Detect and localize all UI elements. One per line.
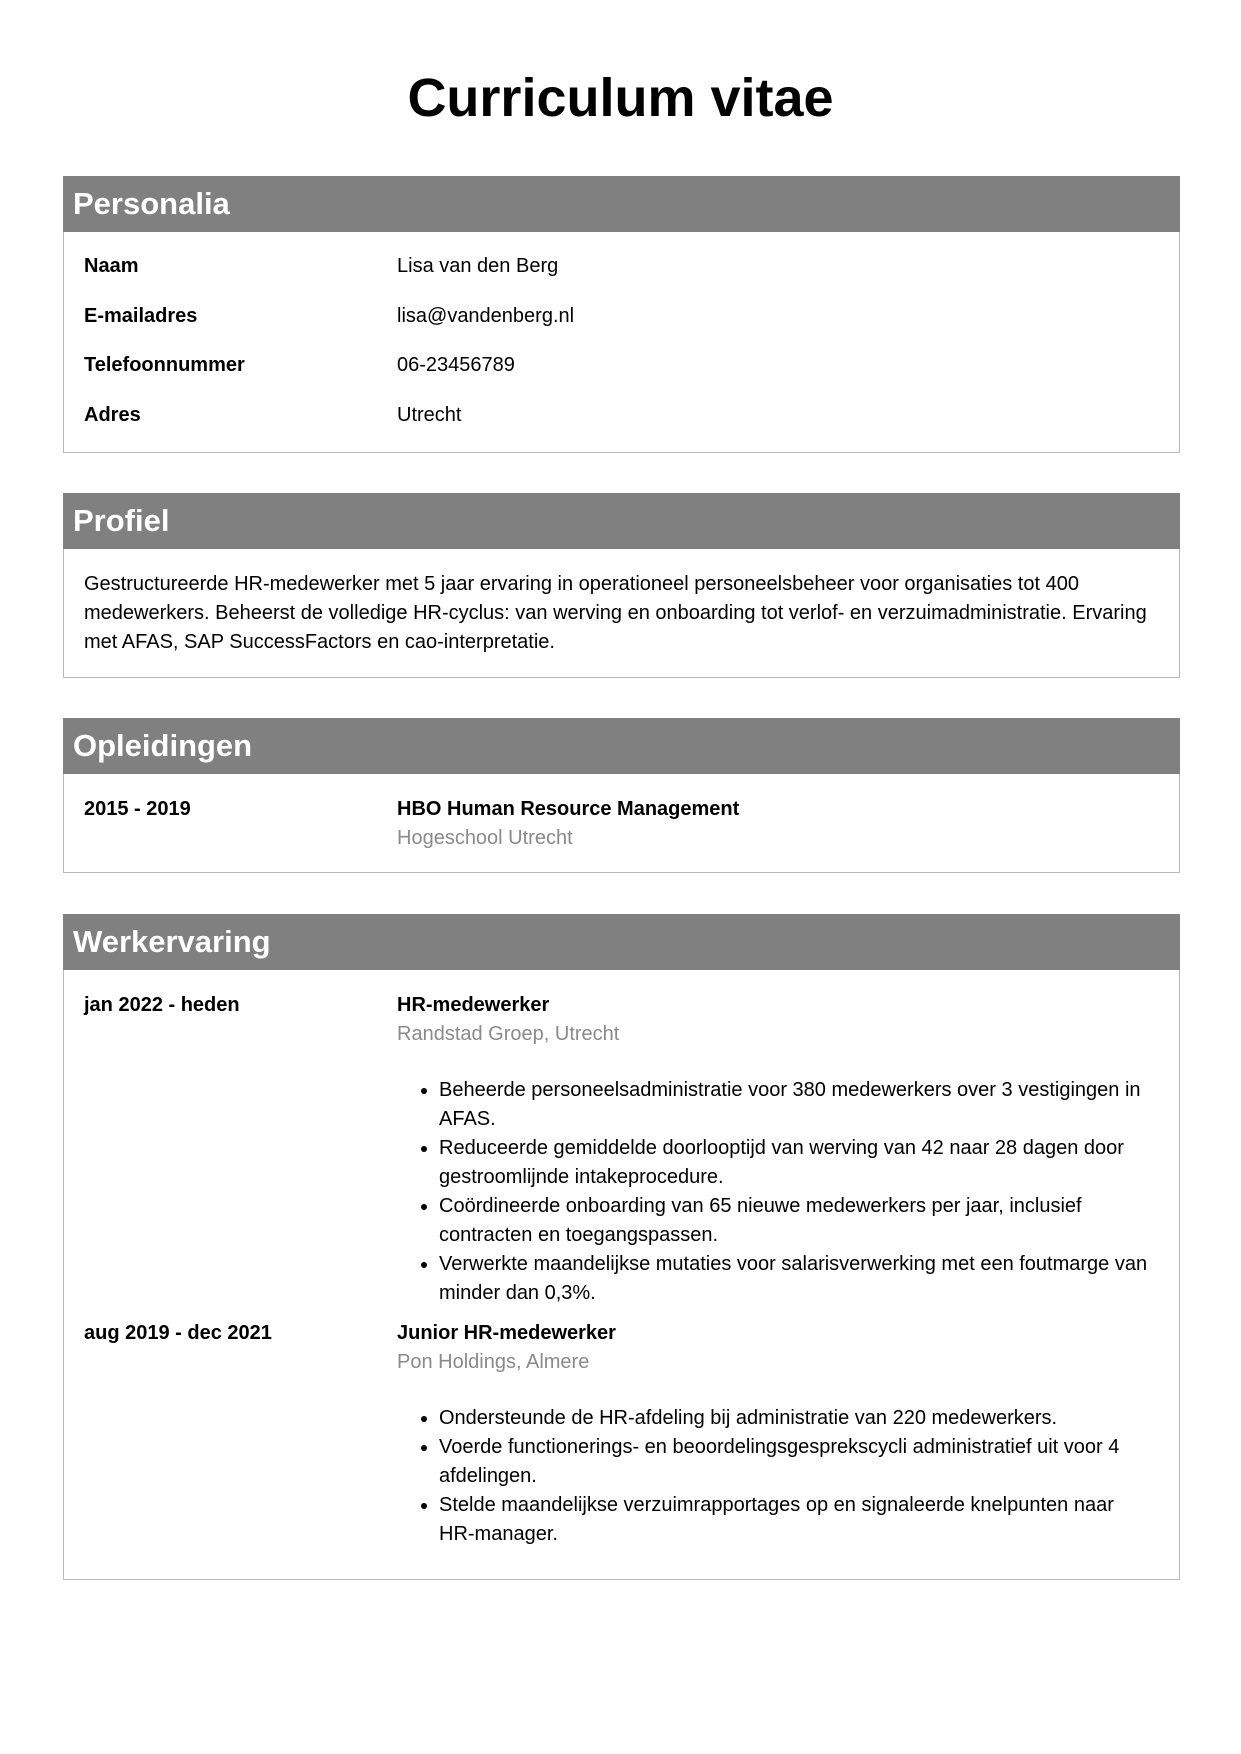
job-bullet: • Ondersteunde de HR-afdeling bij administratie van 220 medewerkers.	[439, 1404, 1159, 1433]
section-heading: Opleidingen	[63, 718, 1180, 774]
job-bullet: • Coördineerde onboarding van 65 nieuwe medewerkers per jaar, inclusief contracten en toegangspassen.	[439, 1192, 1159, 1250]
field-label: Adres	[84, 403, 141, 426]
education-institution: Hogeschool Utrecht	[397, 827, 573, 849]
field-label: E-mailadres	[84, 304, 198, 327]
field-value: Lisa van den Berg	[397, 255, 559, 277]
section-heading: Profiel	[63, 493, 1180, 549]
job-bullet-list	[397, 1076, 1159, 1308]
page-title: Curriculum vitae	[407, 68, 834, 128]
field-row-naam	[84, 254, 1159, 304]
field-row-adres	[84, 403, 1159, 453]
education-entry	[84, 795, 1159, 853]
job-bullet: • Stelde maandelijkse verzuimrapportages op en signaleerde knelpunten naar HR-manager.	[439, 1491, 1159, 1549]
field-value: lisa@vandenberg.nl	[397, 304, 575, 327]
job-title: HR-medewerker	[397, 994, 550, 1016]
education-title: HBO Human Resource Management	[397, 798, 740, 820]
profile-text: Gestructureerde HR-medewerker met 5 jaar ervaring in operationeel personeelsbeheer voor organisaties tot 400 medewerkers. Beheerst de volledige HR-cyclus: van werving en onboarding tot verlof- en verzuimadministratie. Ervaring met AFAS, SAP SuccessFactors en cao-interpretatie.	[84, 573, 1147, 653]
section-opleidingen	[63, 718, 1180, 873]
job-company: Pon Holdings, Almere	[397, 1351, 590, 1373]
job-bullet: • Verwerkte maandelijkse mutaties voor salarisverwerking met een foutmarge van minder dan 0,3%.	[439, 1250, 1159, 1308]
section-heading: Werkervaring	[63, 914, 1180, 970]
job-period: aug 2019 - dec 2021	[84, 1322, 272, 1344]
section-personalia	[63, 176, 1180, 453]
job-entry	[84, 991, 1159, 1308]
section-werkervaring	[63, 914, 1180, 1580]
job-bullet-list	[397, 1404, 1159, 1549]
field-label: Telefoonnummer	[84, 354, 245, 376]
job-bullet: • Reduceerde gemiddelde doorlooptijd van werving van 42 naar 28 dagen door gestroomlijnde intakeprocedure.	[439, 1134, 1159, 1192]
field-row-email	[84, 304, 1159, 354]
field-value: Utrecht	[397, 403, 462, 426]
job-title: Junior HR-medewerker	[397, 1322, 616, 1344]
job-bullet: • Voerde functionerings- en beoordelingsgesprekscycli administratief uit voor 4 afdelingen.	[439, 1433, 1159, 1491]
job-entry	[84, 1319, 1159, 1549]
field-label: Naam	[84, 255, 139, 277]
field-row-telefoon	[84, 353, 1159, 403]
job-bullet: • Beheerde personeelsadministratie voor 380 medewerkers over 3 vestigingen in AFAS.	[439, 1076, 1159, 1134]
field-value: 06-23456789	[397, 354, 515, 376]
job-period: jan 2022 - heden	[84, 994, 240, 1016]
education-period: 2015 - 2019	[84, 798, 191, 820]
section-heading: Personalia	[63, 176, 1180, 232]
job-company: Randstad Groep, Utrecht	[397, 1023, 620, 1045]
section-profiel	[63, 493, 1180, 678]
